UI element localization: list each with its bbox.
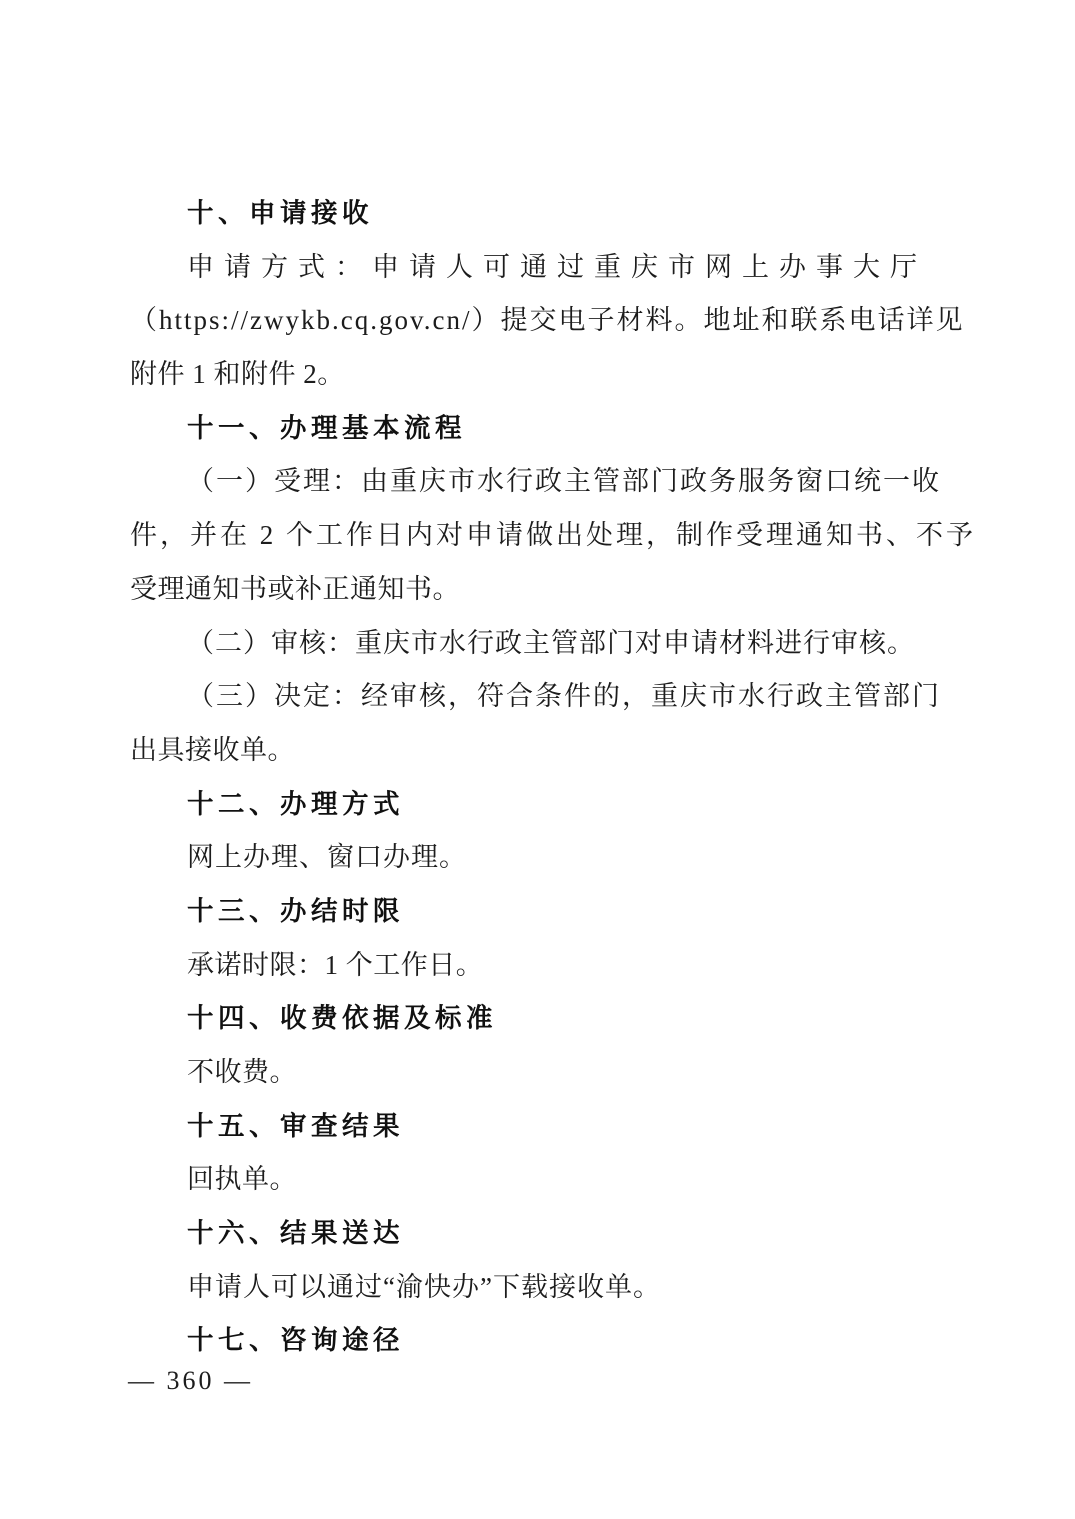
section-heading-17: 十七、咨询途径 bbox=[187, 1325, 404, 1356]
body-line: 出具接收单。 bbox=[130, 734, 295, 765]
body-line: （二）审核：重庆市水行政主管部门对申请材料进行审核。 bbox=[187, 627, 915, 658]
body-line: 承诺时限：1 个工作日。 bbox=[187, 949, 484, 980]
body-line: （三）决定：经审核，符合条件的，重庆市水行政主管部门 bbox=[187, 681, 941, 712]
body-line: 受理通知书或补正通知书。 bbox=[130, 573, 460, 604]
section-heading-14: 十四、收费依据及标准 bbox=[187, 1003, 497, 1034]
page-number: — 360 — bbox=[128, 1366, 253, 1395]
body-line-url: （https://zwykb.cq.gov.cn/）提交电子材料。地址和联系电话详见 bbox=[130, 305, 965, 336]
section-heading-13: 十三、办结时限 bbox=[187, 895, 404, 926]
document-body bbox=[130, 187, 976, 1368]
section-heading-11: 十一、办理基本流程 bbox=[187, 412, 466, 443]
section-heading-10: 十、申请接收 bbox=[187, 198, 373, 228]
section-heading-16: 十六、结果送达 bbox=[187, 1218, 404, 1249]
body-line: （一）受理：由重庆市水行政主管部门政务服务窗口统一收 bbox=[187, 466, 941, 497]
body-line: 网上办理、窗口办理。 bbox=[187, 842, 467, 873]
section-heading-15: 十五、审查结果 bbox=[187, 1110, 404, 1141]
body-line: 申请方式：申请人可通过重庆市网上办事大厅 bbox=[187, 251, 927, 282]
body-line: 不收费。 bbox=[187, 1057, 297, 1087]
section-heading-12: 十二、办理方式 bbox=[187, 788, 404, 819]
body-line: 回执单。 bbox=[187, 1164, 297, 1195]
body-line: 件，并在 2 个工作日内对申请做出处理，制作受理通知书、不予 bbox=[130, 520, 976, 551]
body-line: 申请人可以通过“渝快办”下载接收单。 bbox=[187, 1271, 661, 1302]
body-line: 附件 1 和附件 2。 bbox=[130, 359, 345, 390]
